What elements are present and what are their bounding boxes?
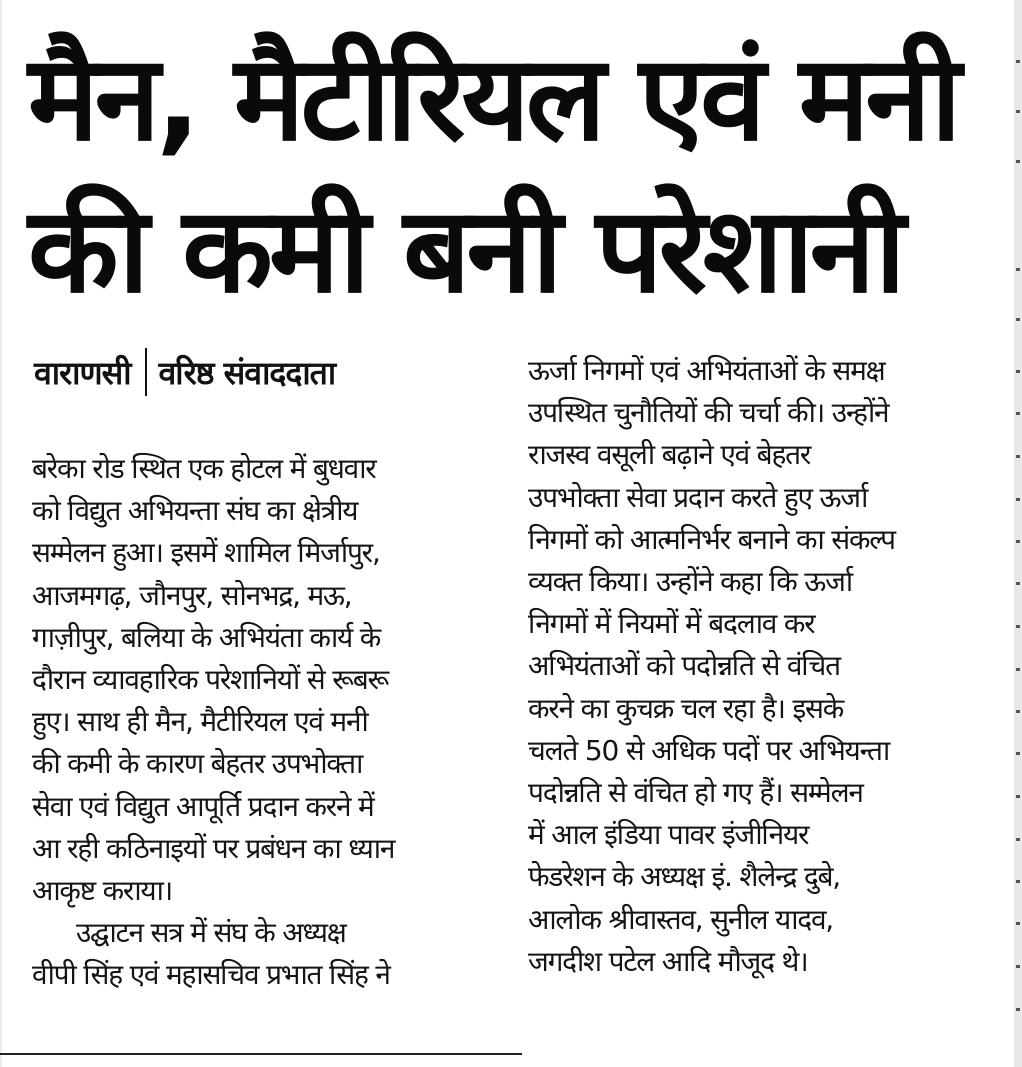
body-line: निगमों में नियमों में बदलाव कर <box>528 607 815 641</box>
byline <box>34 346 335 398</box>
body-line: की कमी के कारण बेहतर उपभोक्ता <box>32 747 363 781</box>
body-line: में आल इंडिया पावर इंजीनियर <box>528 818 809 852</box>
body-line: आकृष्ट कराया। <box>32 874 173 908</box>
body-line: पदोन्नति से वंचित हो गए हैं। सम्मेलन <box>528 776 863 810</box>
body-line: वीपी सिंह एवं महासचिव प्रभात सिंह ने <box>32 958 390 992</box>
body-line: उपभोक्ता सेवा प्रदान करते हुए ऊर्जा <box>528 480 868 514</box>
body-line: सेवा एवं विद्युत आपूर्ति प्रदान करने में <box>32 789 374 823</box>
body-line: को विद्युत अभियन्ता संघ का क्षेत्रीय <box>32 494 358 528</box>
body-line: अभियंताओं को पदोन्नति से वंचित <box>528 649 840 683</box>
body-line: दौरान व्यावहारिक परेशानियों से रूबरू <box>32 663 389 697</box>
left-page-edge <box>0 0 2 1067</box>
body-line: निगमों को आत्मनिर्भर बनाने का संकल्प <box>528 522 895 556</box>
body-line: राजस्व वसूली बढ़ाने एवं बेहतर <box>528 438 811 472</box>
body-line: ऊर्जा निगमों एवं अभियंताओं के समक्ष <box>528 354 885 387</box>
body-line: फेडरेशन के अध्यक्ष इं. शैलेन्द्र दुबे, <box>528 860 840 894</box>
body-line: हुए। साथ ही मैन, मैटीरियल एवं मनी <box>32 705 368 739</box>
article-body-left-column <box>32 448 482 997</box>
body-line: आलोक श्रीवास्तव, सुनील यादव, <box>528 902 834 936</box>
body-line: गाज़ीपुर, बलिया के अभियंता कार्य के <box>32 620 381 654</box>
adjacent-column-fragments <box>1014 0 1022 1067</box>
headline-line-1: मैन, मैटीरियल एवं मनी <box>28 29 958 167</box>
body-line: व्यक्त किया। उन्होंने कहा कि ऊर्जा <box>528 565 852 599</box>
headline-line-2: की कमी बनी परेशानी <box>28 181 902 319</box>
article-body-right-column <box>528 350 974 983</box>
byline-separator <box>145 348 147 396</box>
body-line-paragraph-start: उद्घाटन सत्र में संघ के अध्यक्ष <box>76 916 346 950</box>
body-line: बरेका रोड स्थित एक होटल में बुधवार <box>32 452 376 485</box>
body-line: करने का कुचक्र चल रहा है। इसके <box>528 691 844 725</box>
article-headline <box>28 22 998 326</box>
bottom-rule <box>0 1053 522 1055</box>
body-line: आ रही कठिनाइयों पर प्रबंधन का ध्यान <box>32 831 395 865</box>
body-line: आजमगढ़, जौनपुर, सोनभद्र, मऊ, <box>32 578 352 612</box>
byline-author: वरिष्ठ संवाददाता <box>158 353 336 392</box>
body-line: उपस्थित चुनौतियों की चर्चा की। उन्होंने <box>528 396 889 430</box>
body-line: जगदीश पटेल आदि मौजूद थे। <box>528 944 808 978</box>
body-line: सम्मेलन हुआ। इसमें शामिल मिर्जापुर, <box>32 536 380 570</box>
byline-place: वाराणसी <box>34 353 131 392</box>
body-line: चलते 50 से अधिक पदों पर अभियन्ता <box>528 733 890 767</box>
